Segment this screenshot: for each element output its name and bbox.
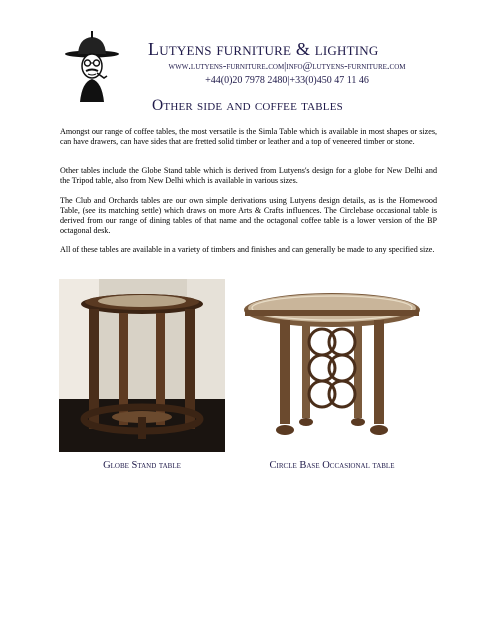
globe-stand-table-photo [59,279,225,452]
paragraph-3: The Club and Orchards tables are our own simple derivations using Lutyens design details, as is the Homewood Table, (see its matching settle) which draws on more Arts & Crafts influences. The Circlebase occasional table is derived from our range of dining tables of that name and the octagonal coffee table is a lower version of the BP octagonal desk. [60,196,437,235]
circle-base-table-photo [242,290,422,442]
lutyens-logo-icon [64,30,120,102]
page-title: Other side and coffee tables [152,97,343,114]
paragraph-2: Other tables include the Globe Stand table which is derived from Lutyens's design for a globe for New Delhi and the Tripod table, also from New Delhi which is available in various sizes. [60,166,437,185]
caption-circle-base: Circle Base Occasional table [269,460,395,471]
contact-phone: +44(0)20 7978 2480|+33(0)450 47 11 46 [205,75,369,86]
contact-web[interactable]: www.lutyens-furniture.com|info@lutyens-furniture.com [168,61,406,72]
paragraph-4: All of these tables are available in a variety of timbers and finishes and can generally be made to any specified size. [60,245,435,254]
brand-block [148,38,468,88]
caption-globe-stand: Globe Stand table [103,460,181,471]
brand-name: Lutyens furniture & lighting [148,39,379,59]
paragraph-1: Amongst our range of coffee tables, the most versatile is the Simla Table which is available in most shapes or sizes, can have drawers, can have sides that are fretted solid timber or leather and a top of veneered timber or stone. [60,127,437,146]
